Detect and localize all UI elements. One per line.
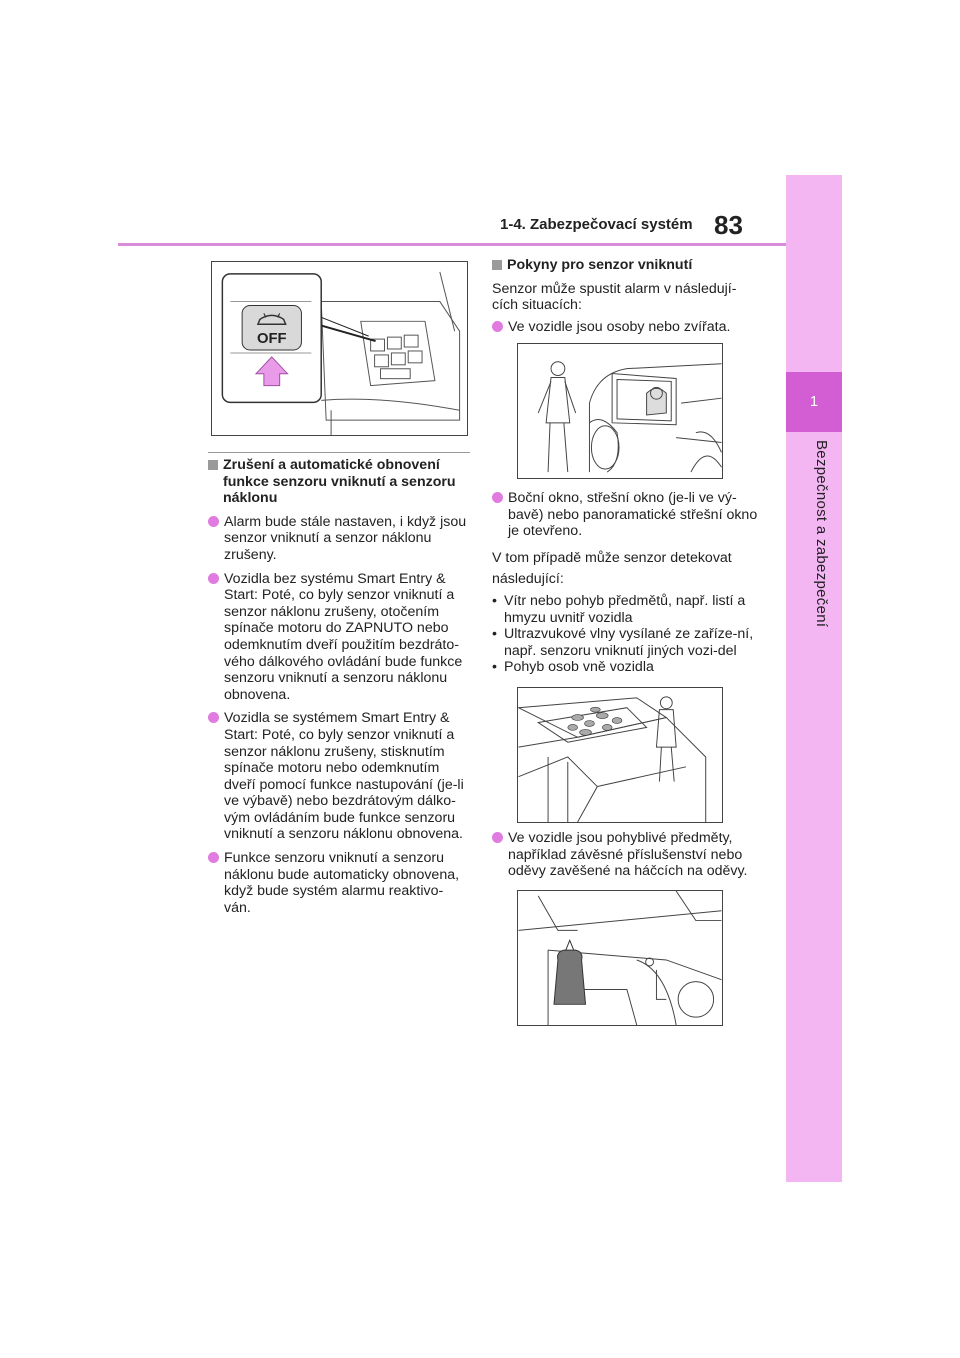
section-title: 1-4. Zabezpečovací systém [500, 216, 693, 233]
list-item: Funkce senzoru vniknutí a senzoru náklonu bude automaticky obnovena, když bude systém alarmu reaktivo-ván. [208, 850, 470, 916]
left-column [208, 452, 470, 923]
bullet-dot-icon [492, 832, 503, 843]
list-item: • Vítr nebo pohyb předmětů, např. listí a hmyzu uvnitř vozidla [492, 593, 760, 626]
list-item: Boční okno, střešní okno (je-li ve vý-bavě) nebo panoramatické střešní okno je otevřeno. [492, 490, 760, 540]
list-item: • Pohyb osob vně vozidla [492, 659, 760, 676]
paragraph: V tom případě může senzor detekovat [492, 549, 732, 566]
chapter-title: Bezpečnost a zabezpečení [813, 440, 830, 628]
sunroof-leaves-illustration [518, 688, 722, 822]
list-item: Vozidla bez systému Smart Entry & Start: Poté, co byly senzor vniknutí a senzor náklonu zrušeny, otočením spínače motoru do ZAPNUTO nebo odemknutím dveří použitím bezdráto-vého dálkového ovládání bude funkce senzoru vniknutí a senzoru náklonu obnovena. [208, 571, 470, 704]
bullet-dot-icon [208, 516, 219, 527]
section-heading: Zrušení a automatické obnovení funkce senzoru vniknutí a senzoru náklonu [208, 457, 470, 507]
car-with-pet-illustration [518, 344, 722, 478]
list-item: Ve vozidle jsou pohyblivé předměty, například závěsné příslušenství nebo oděvy zavěšené na háčcích na oděvy. [492, 830, 760, 880]
bullet-dot-icon [492, 321, 503, 332]
figure-occupants [517, 343, 723, 479]
figure-hanging-items [517, 890, 723, 1026]
right-column-bottom [492, 830, 760, 887]
page-number: 83 [714, 210, 743, 240]
off-button-label: OFF [256, 331, 287, 348]
chapter-number-badge: 1 [786, 372, 842, 432]
figure-overhead-console [211, 261, 468, 436]
list-item: Vozidla se systémem Smart Entry & Start: Poté, co byly senzor vniknutí a senzor náklonu zrušeny, stisknutím spínače motoru nebo odemknutím dveří pomocí funkce nastupování (je-li ve výbavě) nebo bezdrátovým dálko-vým ovládáním bude funkce senzoru vniknutí a senzoru náklonu obnovena. [208, 710, 470, 843]
right-column-middle [492, 490, 760, 676]
list-item: Ve vozidle jsou osoby nebo zvířata. [492, 319, 760, 336]
list-item: Alarm bude stále nastaven, i když jsou senzor vniknutí a senzor náklonu zrušeny. [208, 514, 470, 564]
bullet-dot-icon [208, 852, 219, 863]
right-column-top [492, 257, 760, 342]
list-item: • Ultrazvukové vlny vysílané ze zaříze-ní, např. senzoru vniknutí jiných vozi-del [492, 626, 760, 659]
hanging-clothes-illustration [518, 891, 722, 1025]
bullet-dot-icon [492, 492, 503, 503]
intro-text: Senzor může spustit alarm v následují-cích situacích: [492, 280, 737, 314]
overhead-console-illustration [212, 262, 467, 435]
chapter-side-tab [786, 175, 842, 1182]
bullet-dot-icon [208, 573, 219, 584]
paragraph: následující: [492, 571, 564, 588]
section-heading: Pokyny pro senzor vniknutí [492, 257, 760, 274]
figure-sunroof [517, 687, 723, 823]
header-rule [118, 243, 786, 246]
bullet-dot-icon [208, 712, 219, 723]
